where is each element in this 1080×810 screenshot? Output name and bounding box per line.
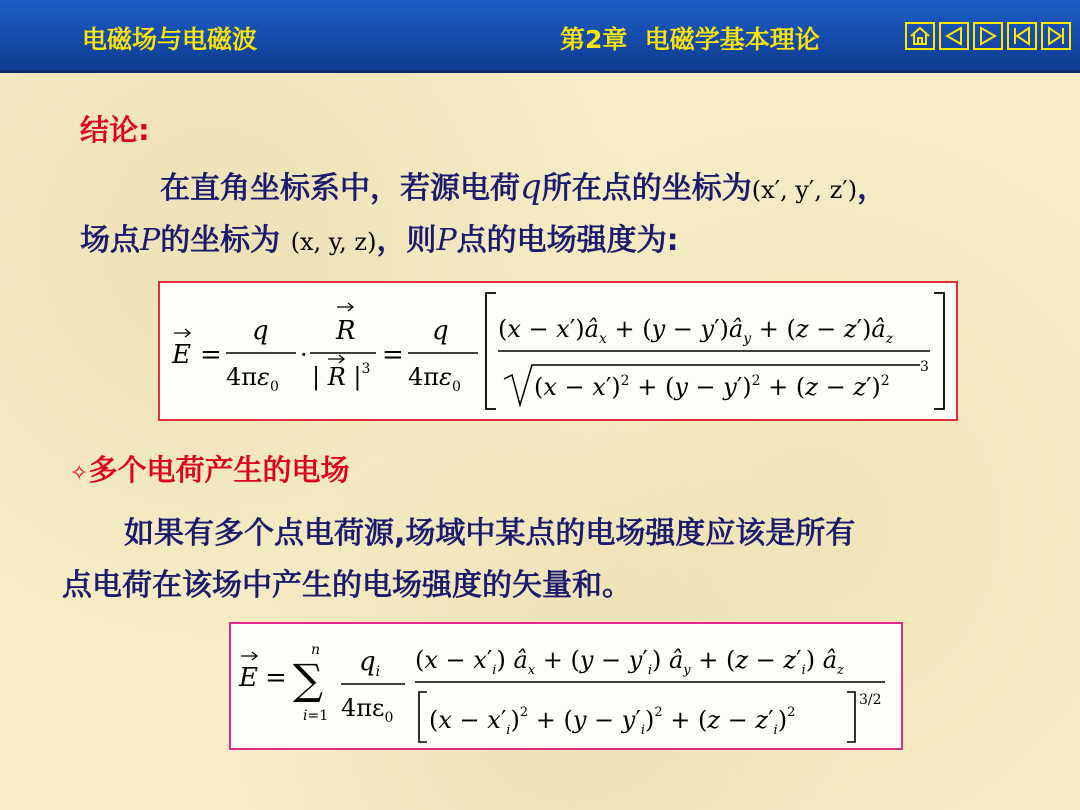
svg-text:E: E — [239, 663, 258, 693]
svg-text:| R |3: | R $|^3$ — [312, 361, 371, 391]
svg-text:q: q — [252, 316, 269, 346]
para1-text-b: 所在点的坐标为 — [541, 171, 752, 206]
conclusion-heading: 结论: — [80, 113, 150, 147]
formula-multiple-charges — [231, 624, 901, 748]
svg-text:=: = — [200, 340, 222, 370]
svg-text:E: E — [172, 340, 191, 370]
home-button[interactable] — [905, 22, 935, 50]
svg-text:∑: ∑ — [293, 655, 323, 704]
svg-text:q: q — [432, 316, 449, 346]
chapter-title: 第2章 电磁学基本理论 — [560, 25, 820, 54]
svg-text:(x − x′)2 + (y − y′)2 + (z − z: $(x - x')^2 + (y - y')^2 + (z - z')^2$ — [534, 373, 890, 401]
paragraph-2-line-2: 点电荷在该场中产生的电场强度的矢量和。 — [62, 568, 632, 603]
svg-text:R: R — [336, 316, 356, 346]
para1-text-f: 点的电场强度为: — [456, 223, 679, 258]
svg-text:3: 3 — [920, 359, 929, 375]
header-bar — [0, 0, 1080, 70]
para1-P: P — [140, 223, 161, 258]
last-button[interactable] — [1041, 22, 1071, 50]
para1-text-c: 场点 — [80, 223, 140, 258]
paragraph-1-line-2 — [80, 215, 679, 259]
svg-text:qi: $q_i$ — [359, 647, 381, 680]
svg-text:=: = — [382, 340, 404, 370]
multi-charge-heading — [70, 448, 349, 489]
para1-text-end: ， — [857, 171, 888, 206]
svg-text:·: · — [300, 341, 308, 369]
paragraph-2-line-1: 如果有多个点电荷源,场域中某点的电场强度应该是所有 — [124, 516, 856, 551]
formula-box-single-charge — [158, 281, 958, 421]
next-button[interactable] — [973, 22, 1003, 50]
prev-icon — [943, 26, 965, 46]
svg-text:(x − x′i) âx + (y − y′i) ây +: $(x - x'_i)$ $â_x + (y - y'_i)$ $â_y + (z - z'_i)$ $â_z$ — [415, 646, 844, 678]
last-icon — [1045, 26, 1067, 46]
svg-text:4πε0: $4\pi\varepsilon_0$ — [408, 363, 461, 395]
paragraph-1-line-1 — [160, 163, 887, 207]
star-bullet-icon: ✧ — [70, 461, 89, 486]
para1-text-d: 的坐标为 — [160, 223, 281, 258]
next-icon — [977, 26, 999, 46]
source-coordinates: (x′, y′, z′) — [751, 176, 858, 204]
svg-text:(x − x′)âx + (y − y′)ây + (z −: $(x - x')â_x + (y$ − $y')â_y + (z$ − $z')â_z$ — [498, 315, 894, 347]
svg-text:4πε0: $4\pi\varepsilon_0$ — [341, 694, 394, 726]
field-coordinates: (x, y, z) — [290, 228, 377, 256]
home-icon — [909, 26, 931, 46]
formula-box-multiple-charges — [229, 622, 903, 750]
formula-single-charge — [160, 283, 956, 419]
svg-text:=: = — [265, 663, 287, 693]
svg-text:n: n — [311, 642, 321, 658]
svg-text:i=1: i=1 — [303, 708, 329, 724]
svg-text:(x − x′i)2 + (y − y′i)2 + (z −: $(x - x'_i)^2 + (y - y'_i)^2 + (z - z'_i)^2$ — [429, 705, 796, 738]
para1-text-e: ，则 — [376, 223, 437, 258]
para1-P2: P — [436, 223, 457, 258]
svg-text:3/2: 3/2 — [859, 692, 882, 708]
first-button[interactable] — [1007, 22, 1037, 50]
prev-button[interactable] — [939, 22, 969, 50]
slide-navigation — [905, 22, 1071, 50]
course-title: 电磁场与电磁波 — [82, 25, 258, 54]
svg-text:4πε0: $4\pi\varepsilon_0$ — [226, 363, 279, 395]
para1-text-a: 在直角坐标系中，若源电荷 — [160, 171, 520, 206]
para1-q: q — [520, 167, 542, 207]
multi-charge-heading-text: 多个电荷产生的电场 — [88, 453, 350, 487]
first-icon — [1011, 26, 1033, 46]
